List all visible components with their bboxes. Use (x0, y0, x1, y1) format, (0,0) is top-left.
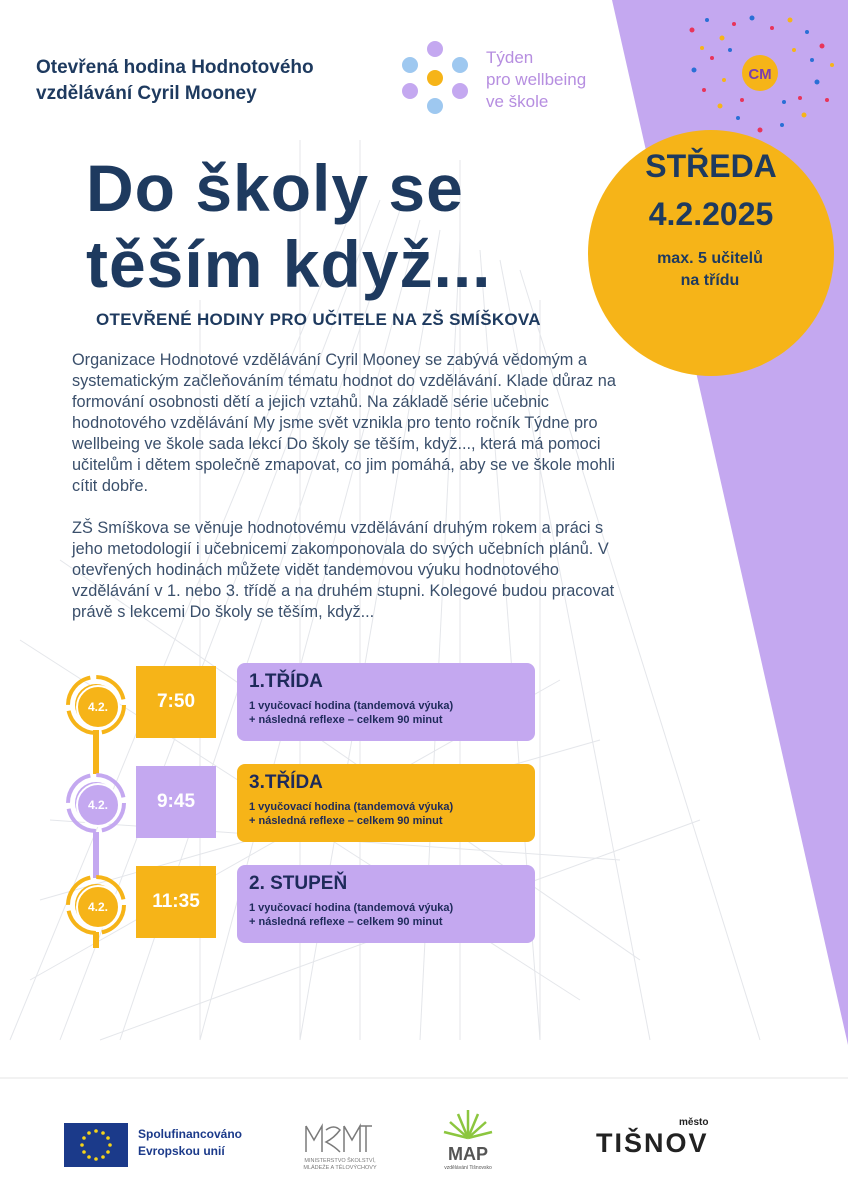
schedule-card (237, 865, 535, 943)
school-line: právě s lekcemi Do školy se těším, když... (72, 603, 375, 621)
eu-line-1: Spolufinancováno (138, 1127, 243, 1141)
card-description-line-2: + následná reflexe – celkem 90 minut (249, 714, 443, 726)
eu-line-2: Evropskou unií (138, 1144, 225, 1158)
intro-line: hodnotového vzdělávání My jsme svět vznikla pro tento ročník Týdne pro (72, 414, 598, 432)
card-description (249, 800, 523, 828)
wellbeing-line-1: Týden (486, 48, 534, 67)
card-description-line-2: + následná reflexe – celkem 90 minut (249, 815, 443, 827)
intro-paragraph (72, 350, 722, 497)
map-text: MAP (448, 1144, 488, 1164)
card-description-line-1: 1 vyučovací hodina (tandemová výuka) (249, 902, 454, 914)
date-badge: 4.2. (76, 885, 120, 929)
map-logo (436, 1106, 500, 1172)
cm-logo (672, 10, 842, 140)
eu-flag-icon (64, 1123, 128, 1167)
school-line: vzdělávání v 1. nebo 3. třídě a na druhém stupni. Kolegové budou pracovat (72, 582, 615, 600)
main-headline (86, 150, 492, 302)
msmt-text-1: MINISTERSTVO ŠKOLSTVÍ, (304, 1158, 376, 1164)
card-description-line-1: 1 vyučovací hodina (tandemová výuka) (249, 700, 454, 712)
card-description-line-2: + následná reflexe – celkem 90 minut (249, 916, 443, 928)
time-block: 7:50 (136, 666, 216, 738)
intro-line: Organizace Hodnotové vzdělávání Cyril Mooney se zabývá vědomým a (72, 351, 587, 369)
date-badge: 4.2. (76, 685, 120, 729)
card-description (249, 699, 523, 727)
headline-line-2: těším když... (86, 227, 492, 301)
time-block: 11:35 (136, 866, 216, 938)
school-line: otevřených hodinách můžete vidět tandemovou výuku hodnotového (72, 561, 559, 579)
wellbeing-logo-icon (398, 40, 472, 116)
organizer-line-1: Otevřená hodina Hodnotového (36, 57, 314, 78)
card-title: 2. STUPEŇ (249, 873, 348, 894)
card-title: 1.TŘÍDA (249, 671, 323, 692)
organizer-line-2: vzdělávání Cyril Mooney (36, 83, 257, 104)
card-description (249, 901, 523, 929)
date-badge: 4.2. (76, 783, 120, 827)
wellbeing-line-3: ve škole (486, 92, 549, 111)
school-line: ZŠ Smíškova se věnuje hodnotovému vzdělávání druhým rokem a práci s (72, 519, 604, 537)
school-line: jeho metodologií i učebnicemi zakomponovala do svých učebních plánů. V (72, 540, 609, 558)
intro-line: systematickým začleňováním tématu hodnot do vzdělávání. Klade důraz na (72, 372, 616, 390)
msmt-text-2: MLÁDEŽE A TĚLOVÝCHOVY (303, 1165, 377, 1171)
map-subtext: vzdělávání Tišnovsko (444, 1165, 492, 1171)
capacity-note-line-1: max. 5 učitelů (657, 250, 763, 267)
msmt-logo (300, 1122, 380, 1172)
capacity-note-line-2: na třídu (680, 272, 740, 289)
card-title: 3.TŘÍDA (249, 772, 323, 793)
eu-funding-label (138, 1126, 242, 1160)
subtitle: OTEVŘENÉ HODINY PRO UČITELE NA ZŠ SMÍŠKOVA (96, 310, 541, 329)
schedule-card (237, 764, 535, 842)
intro-line: učitelům i dětem společně zmapovat, co jim pomáhá, aby se ve škole mohli (72, 456, 615, 474)
schedule-card (237, 663, 535, 741)
capacity-note (610, 248, 810, 292)
wellbeing-line-2: pro wellbeing (486, 70, 587, 89)
school-paragraph (72, 518, 722, 623)
time-block: 9:45 (136, 766, 216, 838)
headline-line-1: Do školy se (86, 151, 464, 225)
card-description-line-1: 1 vyučovací hodina (tandemová výuka) (249, 801, 454, 813)
intro-line: wellbeing ve škole sada lekcí Do školy se těším, když..., která má pomoci (72, 435, 601, 453)
event-date: 4.2.2025 (648, 196, 774, 232)
city-logo-text: TIŠNOV (596, 1128, 709, 1158)
intro-line: cítit dobře. (72, 477, 149, 495)
intro-line: formování osobnosti dětí a jejich vztahů. Na základě série učebnic (72, 393, 549, 411)
wellbeing-week-label (486, 47, 586, 113)
organizer-title (36, 55, 376, 107)
city-small-label: město (679, 1117, 709, 1128)
event-day: STŘEDA (645, 148, 777, 184)
cm-logo-text: CM (748, 66, 772, 83)
